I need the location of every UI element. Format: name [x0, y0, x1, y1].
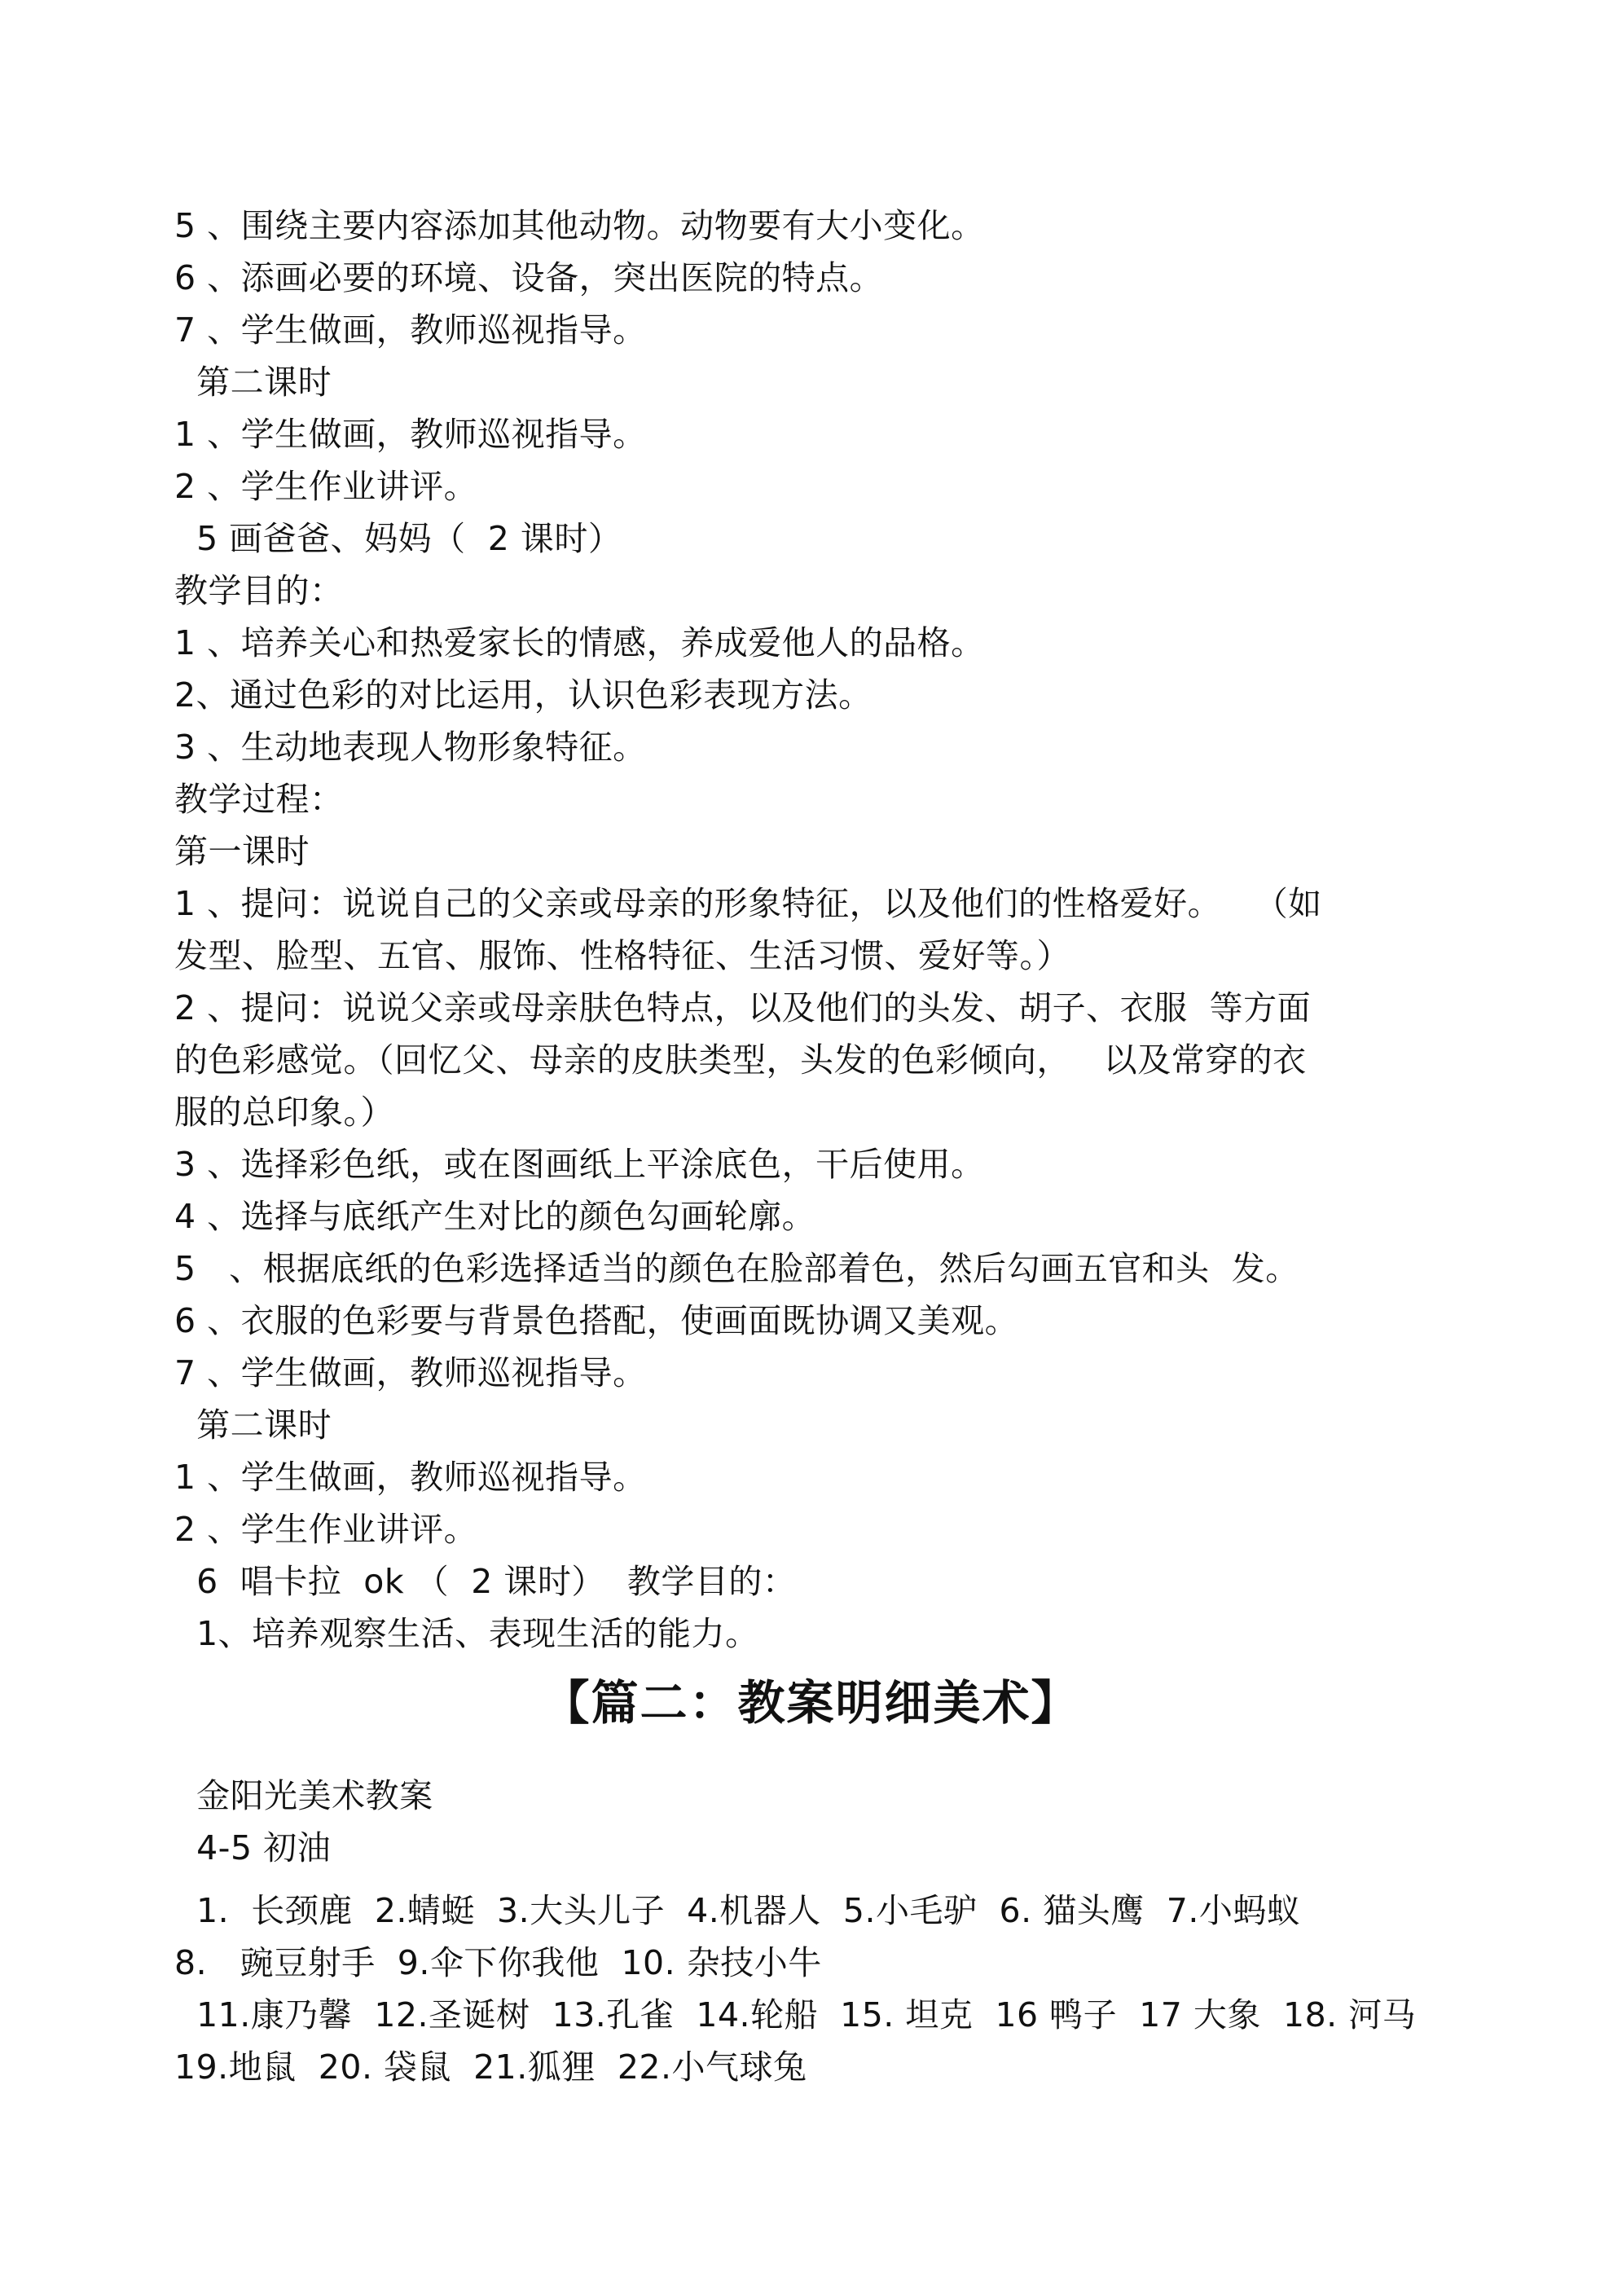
text-line: 的色彩感觉。（回忆父、母亲的皮肤类型，头发的色彩倾向， 以及常穿的衣: [174, 1040, 1307, 1080]
text-line: 3 、选择彩色纸，或在图画纸上平涂底色，干后使用。: [174, 1145, 985, 1184]
subheading-lesson: 第二课时: [174, 1405, 332, 1445]
text-line: 教学过程：: [174, 780, 344, 819]
list-item: 11.康乃馨 12.圣诞树 13.孔雀 14.轮船 15. 坦克 16 鸭子 17 大象 18. 河马: [174, 1995, 1417, 2034]
text-line: 1 、学生做画，教师巡视指导。: [174, 1458, 647, 1497]
text-line: 1 、提问：说说自己的父亲或母亲的形象特征，以及他们的性格爱好。 （如: [174, 884, 1322, 923]
text-line: 2 、提问：说说父亲或母亲肤色特点，以及他们的头发、胡子、衣服 等方面: [174, 988, 1312, 1027]
text-line: 4-5 初油: [174, 1828, 332, 1867]
text-line: 7 、学生做画，教师巡视指导。: [174, 1353, 647, 1392]
list-item: 8. 豌豆射手 9.伞下你我他 10. 杂技小牛: [174, 1943, 822, 1982]
text-line: 5 、围绕主要内容添加其他动物。动物要有大小变化。: [174, 206, 985, 245]
text-line: 2 、学生作业讲评。: [174, 1510, 478, 1549]
text-line: 发型、脸型、五官、服饰、性格特征、生活习惯、爱好等。）: [174, 936, 1070, 975]
section-title: 【篇二：教案明细美术】: [542, 1675, 1080, 1731]
text-line: 1 、学生做画，教师巡视指导。: [174, 415, 647, 454]
lesson-title: 5 画爸爸、妈妈（ 2 课时）: [174, 519, 622, 558]
list-item: 1. 长颈鹿 2.蜻蜓 3.大头儿子 4.机器人 5.小毛驴 6. 猫头鹰 7.小蚂蚁: [174, 1891, 1301, 1930]
text-line: 4 、选择与底纸产生对比的颜色勾画轮廓。: [174, 1197, 816, 1236]
text-line: 6 、衣服的色彩要与背景色搭配，使画面既协调又美观。: [174, 1301, 1019, 1340]
subheading-lesson: 第一课时: [174, 832, 310, 871]
text-line: 5 、根据底纸的色彩选择适当的颜色在脸部着色，然后勾画五官和头 发。: [174, 1249, 1299, 1288]
text-line: 1 、培养关心和热爱家长的情感，养成爱他人的品格。: [174, 623, 985, 662]
text-line: 服的总印象。）: [174, 1093, 394, 1132]
text-line: 金阳光美术教案: [174, 1776, 433, 1815]
subheading-lesson: 第二课时: [174, 363, 332, 402]
text-line: 3 、生动地表现人物形象特征。: [174, 728, 647, 767]
lesson-title: 6 唱卡拉 ok （ 2 课时） 教学目的：: [174, 1562, 797, 1601]
text-line: 1、培养观察生活、表现生活的能力。: [174, 1614, 759, 1653]
text-line: 7 、学生做画，教师巡视指导。: [174, 310, 647, 350]
text-line: 6 、添画必要的环境、设备，突出医院的特点。: [174, 258, 884, 297]
text-line: 2 、学生作业讲评。: [174, 467, 478, 506]
list-item: 19.地鼠 20. 袋鼠 21.狐狸 22.小气球兔: [174, 2047, 807, 2087]
text-line: 教学目的：: [174, 571, 344, 610]
text-line: 2、通过色彩的对比运用，认识色彩表现方法。: [174, 675, 873, 715]
